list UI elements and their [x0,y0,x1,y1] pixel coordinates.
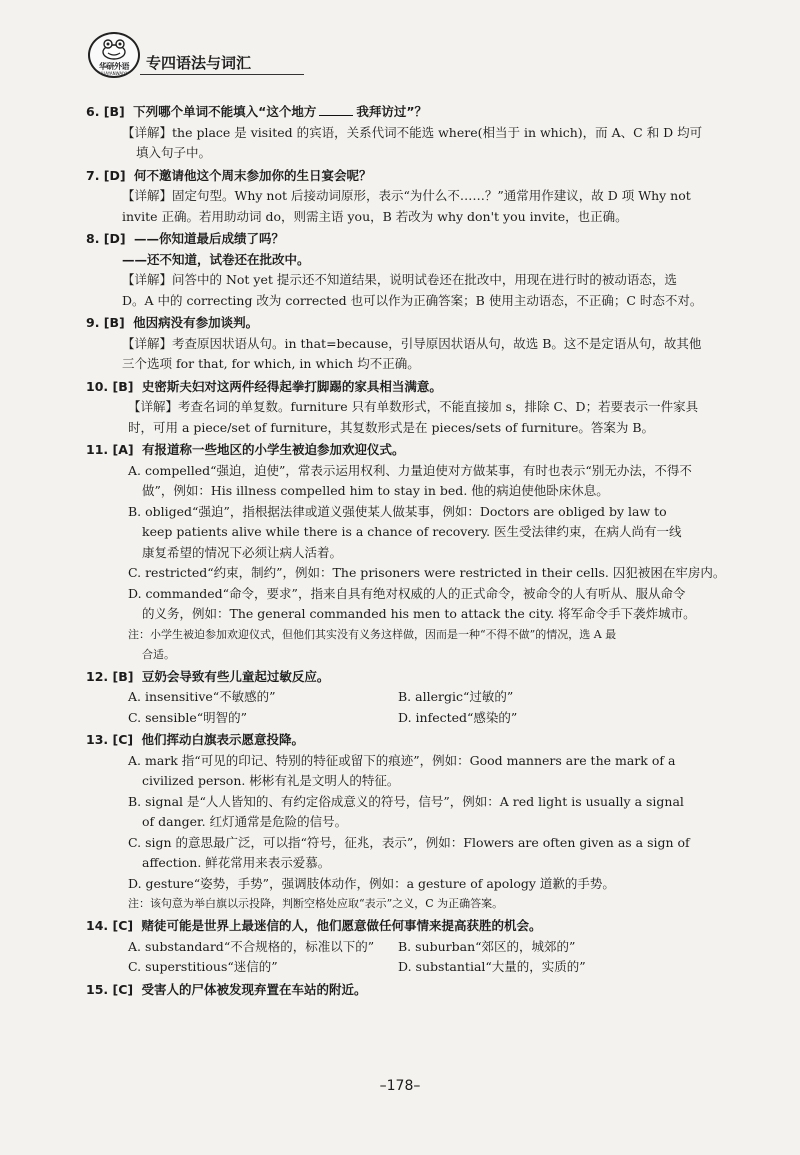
question-item [86,916,740,978]
explanation-line: invite 正确。若用助动词 do，则需主语 you，B 若改为 why don't you invite，也正确。 [122,208,628,224]
question-item [86,440,740,665]
option-line: D. gesture“姿势，手势”，强调肢体动作，例如：a gesture of apology 道歉的手势。 [128,875,615,891]
stem-text: 豆奶会导致有些儿童起过敏反应。 [141,668,330,684]
page-header [84,32,304,80]
question-number: 8. [D] [86,231,126,246]
explanation-line: 填入句子中。 [136,145,212,160]
explanation-line: 【详解】固定句型。Why not 后接动词原形，表示“为什么不……？”通常用作建议，故 D 项 Why not [122,188,691,203]
explanation-line: 【详解】问答中的 Not yet 提示还不知道结果，说明试卷还在批改中，用现在进行时的被动语态，选 [122,272,677,287]
choice-row [100,687,740,708]
choice: B. allergic“过敏的” [398,689,514,704]
note [100,625,740,665]
note [100,894,740,914]
stem-text: 史密斯夫妇对这两件经得起拳打脚踢的家具相当满意。 [141,378,442,394]
question-stem [86,980,740,1001]
question-item [86,229,740,311]
option-line: affection. 鲜花常用来表示爱慕。 [142,855,331,870]
question-number: 7. [D] [86,167,126,183]
explanation-line: 三个选项 for that, for which, in which 均不正确。 [122,356,420,371]
question-item [86,730,740,914]
note-line: 合适。 [142,647,175,661]
option-explanation [100,563,740,584]
stem-text: 我拜访过”？ [356,104,428,119]
choice: B. suburban“郊区的，城郊的” [398,938,576,954]
option-explanation [100,751,740,792]
question-item [86,166,740,228]
question-stem [86,313,740,334]
question-number: 14. [C] [86,918,134,933]
choice: C. sensible“明智的” [128,709,248,725]
note-line: 注：该句意为举白旗以示投降，判断空格处应取“表示”之义，C 为正确答案。 [128,897,504,910]
option-line: keep patients alive while there is a chance of recovery. 医生受法律约束，在病人尚有一线 [142,524,682,539]
stem-text: 受害人的尸体被发现弃置在车站的附近。 [141,981,367,997]
option-line: B. signal 是“人人皆知的、有约定俗成意义的符号，信号”，例如：A red light is usually a signal [128,793,684,809]
frog-mascot-icon [99,38,129,60]
option-line: 康复希望的情况下必须让病人活着。 [142,544,343,560]
question-number: 11. [A] [86,442,134,457]
question-stem [86,916,740,937]
stem-text: 下列哪个单词不能填入“这个地方 [133,104,317,119]
stem-text: 他因病没有参加谈判。 [133,315,259,330]
stem-text: 有报道称一些地区的小学生被迫参加欢迎仪式。 [141,442,405,457]
option-line: civilized person. 彬彬有礼是文明人的特征。 [142,773,400,788]
option-line: of danger. 红灯通常是危险的信号。 [142,814,348,829]
choice: D. infected“感染的” [398,709,518,725]
question-stem [86,102,740,123]
page-number: –178– [379,1078,421,1094]
option-line: D. commanded“命令，要求”，指来自具有绝对权威的人的正式命令，被命令的人有听从、服从命令 [128,585,686,601]
option-line: C. restricted“约束，制约”，例如：The prisoners were restricted in their cells. 囚犯被困在牢房内。 [128,565,726,580]
stem-reply: ——还不知道，试卷还在批改中。 [122,251,310,267]
option-line: A. compelled“强迫，迫使”，常表示运用权利、力量迫使对方做某事，有时也表示“别无办法，不得不 [128,462,692,478]
stem-text: 何不邀请他这个周末参加你的生日宴会呢？ [133,167,372,183]
question-number: 9. [B] [86,315,125,330]
option-line: A. mark 指“可见的印记、特别的特征或留下的痕迹”，例如：Good manners are the mark of a [128,752,676,768]
blank-line [319,105,353,116]
question-stem [86,440,740,461]
choice: A. insensitive“不敏感的” [128,689,276,704]
explanation-line: 【详解】考查名词的单复数。furniture 只有单数形式，不能直接加 s，排除 C、D；若要表示一件家具 [128,399,699,414]
stem-text: ——你知道最后成绩了吗？ [133,231,284,246]
choice-row [100,957,740,978]
option-line: 的义务，例如：The general commanded his men to attack the city. 将军命令手下袭炸城市。 [142,606,696,621]
question-number: 15. [C] [86,981,134,997]
publisher-logo [88,32,140,78]
question-stem [86,667,740,688]
question-number: 6. [B] [86,104,125,119]
explanation-line: 【详解】the place 是 visited 的宾语，关系代词不能选 where(相当于 in which)，而 A、C 和 D 均可 [122,124,703,140]
question-item [86,313,740,375]
choice-row [100,708,740,729]
question-stem [86,229,740,250]
choice: D. substantial“大量的，实质的” [398,959,586,974]
header-divider [140,74,304,75]
option-explanation [100,502,740,564]
question-stem [86,166,740,187]
option-explanation [100,461,740,502]
option-line: B. obliged“强迫”，指根据法律或道义强使某人做某事，例如：Doctors are obliged by law to [128,503,667,519]
explanation-line: 【详解】考查原因状语从句。in that=because，引导原因状语从句，故选 B。这不是定语从句，故其他 [122,335,702,351]
answer-explanations [86,100,740,1000]
option-explanation [100,874,740,895]
question-number: 13. [C] [86,732,134,747]
logo-subtext: HUAYANWAIYU [99,71,129,76]
question-stem [86,377,740,398]
choice: C. superstitious“迷信的” [128,959,278,974]
stem-text: 他们挥动白旗表示愿意投降。 [141,732,304,747]
choice: A. substandard“不合规格的，标准以下的” [128,938,375,954]
question-item [86,980,740,1001]
question-number: 12. [B] [86,668,134,684]
option-explanation [100,833,740,874]
question-number: 10. [B] [86,378,134,394]
explanation-line: D。A 中的 correcting 改为 corrected 也可以作为正确答案；B 使用主动语态，不正确；C 时态不对。 [122,292,703,308]
logo-text: 华研外语 [99,62,129,71]
stem-text: 赌徒可能是世界上最迷信的人，他们愿意做任何事情来提高获胜的机会。 [141,918,542,933]
option-explanation [100,792,740,833]
option-line: C. sign 的意思最广泛，可以指“符号，征兆，表示”，例如：Flowers are often given as a sign of [128,834,690,850]
book-title: 专四语法与词汇 [146,54,252,72]
question-item [86,667,740,729]
option-explanation [100,584,740,625]
question-stem [86,730,740,751]
note-line: 注：小学生被迫参加欢迎仪式，但他们其实没有义务这样做，因而是一种“不得不做”的情况，选 A 最 [128,627,617,641]
question-item [86,102,740,164]
explanation-line: 时，可用 a piece/set of furniture，其复数形式是在 pieces/sets of furniture。答案为 B。 [128,419,655,435]
choice-row [100,937,740,958]
option-line: 做”，例如：His illness compelled him to stay in bed. 他的病迫使他卧床休息。 [142,483,609,498]
question-item [86,377,740,439]
